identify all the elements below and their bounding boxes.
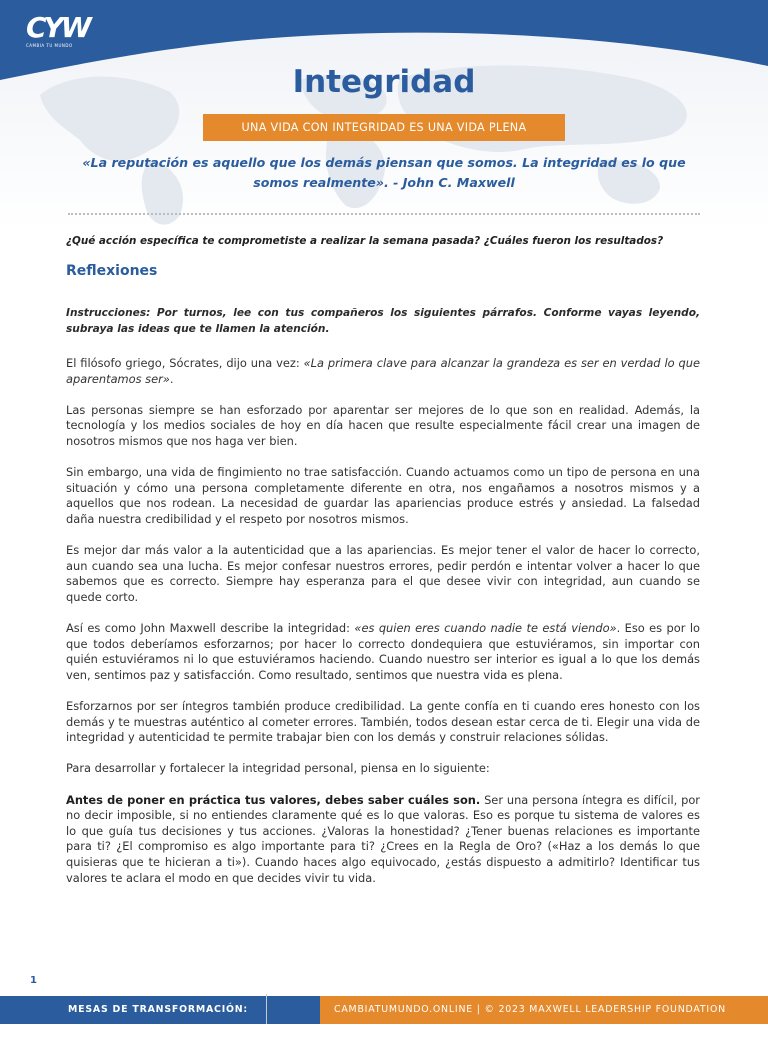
page-number: 1 (30, 975, 37, 986)
weekly-question: ¿Qué acción específica te comprometiste a realizar la semana pasada? ¿Cuáles fueron los resultados? (66, 235, 664, 247)
footer-website-copyright: CAMBIATUMUNDO.ONLINE | © 2023 MAXWELL LEADERSHIP FOUNDATION (320, 996, 768, 1024)
paragraph-5 (66, 621, 700, 683)
paragraph-1 (66, 356, 700, 387)
logo-mark: CYW (26, 11, 89, 44)
paragraph-8-lead: Antes de poner en práctica tus valores, debes saber cuáles son. (66, 792, 481, 807)
logo-tagline: CAMBIA TU MUNDO (26, 43, 73, 48)
paragraph-7: Para desarrollar y fortalecer la integridad personal, piensa en lo siguiente: (66, 761, 490, 776)
footer-program-title: MESAS DE TRANSFORMACIÓN: INTEGRIDAD (0, 996, 320, 1024)
paragraph-2: Las personas siempre se han esforzado por aparentar ser mejores de lo que son en realidad. Además, la tecnología y los medios sociales de hoy en día hacen que resulte especialmente fácil crear una imagen de nosotros mismos que nos haga ver bien. (66, 402, 700, 448)
paragraph-4: Es mejor dar más valor a la autenticidad que a las apariencias. Es mejor tener el valor de hacer lo correcto, aun cuando sea una lucha. Es mejor confesar nuestros errores, pedir perdón e intentar volver a hacer lo que sabemos que es correcto. Siempre hay esperanza para el que desee vivir con integridad, aun cuando se quede corto. (66, 543, 700, 604)
paragraph-8-rest: Ser una persona íntegra es difícil, por no decir imposible, si no entiendes claramente qué es lo que valoras. Eso es porque tu sistema de valores es lo que guía tus decisiones y tus acciones. ¿Valoras la honestidad? ¿Tener buenas relaciones es importante para ti? ¿El compromiso es algo importante para ti? ¿Crees en la Regla de Oro? («Haz a los demás lo que quisieras que te hicieran a ti»). Cuando haces algo equivocado, ¿estás dispuesto a admitirlo? Identificar tus valores te aclara el modo en que decides vivir tu vida. (66, 792, 700, 885)
paragraph-5-rest: . Eso es por lo que todos deberíamos esforzarnos; por hacer lo correcto dondequiera que estuviéramos, sin importar con quién estuviéramos ni lo que estuviéramos haciendo. Cuando nuestro ser interior es igual a lo que los demás ven, sentimos paz y satisfacción. Como resultado, sentimos que nuestra vida es plena. (66, 621, 700, 682)
maxwell-integrity-quote: «es quien eres cuando nadie te está viendo» (354, 621, 617, 636)
paragraph-8 (66, 793, 700, 887)
subtitle-banner: UNA VIDA CON INTEGRIDAD ES UNA VIDA PLENA (203, 114, 565, 141)
reflection-body (66, 356, 700, 902)
paragraph-1-end: . (169, 371, 174, 386)
section-title-reflexiones: Reflexiones (66, 263, 158, 279)
dotted-divider (68, 213, 700, 215)
page-title: Integridad (292, 64, 476, 100)
cyw-logo (26, 11, 90, 52)
footer-divider (266, 994, 267, 1024)
instructions: Instrucciones: Por turnos, lee con tus compañeros los siguientes párrafos. Conforme vayas leyendo, subraya las ideas que te llamen la atención. (66, 307, 700, 335)
maxwell-quote: «La reputación es aquello que los demás piensan que somos. La integridad es lo que somos realmente». - John C. Maxwell (82, 155, 686, 190)
paragraph-3: Sin embargo, una vida de fingimiento no trae satisfacción. Cuando actuamos como un tipo de persona en una situación y cómo una persona completamente diferente en otra, nos engañamos a nosotros mismos y a aquellos que nos rodean. La necesidad de guardar las apariencias produce estrés y ansiedad. La falsedad daña nuestra credibilidad y el respeto por nosotros mismos. (66, 465, 700, 526)
socrates-quote: «La primera clave para alcanzar la grandeza es ser en verdad lo que aparentamos ser» (66, 356, 700, 386)
paragraph-1-text: El filósofo griego, Sócrates, dijo una vez: (66, 356, 304, 370)
paragraph-5-text: Así es como John Maxwell describe la integridad: (66, 621, 355, 636)
paragraph-6: Esforzarnos por ser íntegros también produce credibilidad. La gente confía en ti cuando eres honesto con los demás y te muestras auténtico al cometer errores. También, todos desean estar cerca de ti. Elegir una vida de integridad y autenticidad te permite trabajar bien con los demás y construir relaciones sólidas. (66, 699, 700, 745)
footer (0, 996, 768, 1043)
